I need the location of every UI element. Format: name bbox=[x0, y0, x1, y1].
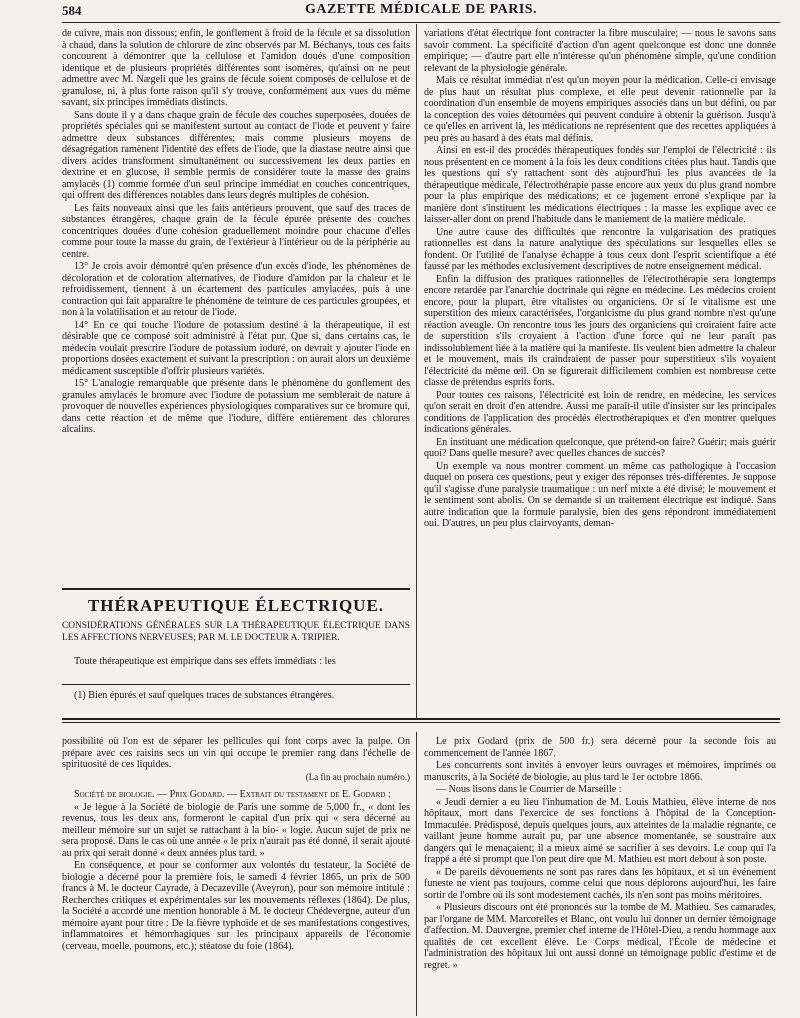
paragraph: Enfin la diffusion des pratiques rationnelles de l'électrothérapie sera longtemps encore retardée par l'anarchie doctrinale qui règne en médecine. Les médecins croient encore, pour la plupart, être vitalistes ou organiciens. Or si le vitalisme est une superstition des mieux caractérisées, l'organicisme du plus grand nombre n'est qu'une réaction aveugle. On rencontre tous les jours des organiciens qui croiraient faire acte de superstition s'ils croyaient à l'action d'une force qui ne leur paraît pas indissolublement liée à la matière qui la manifeste. Ils veulent bien admettre la chaleur et le mouvement, mais ils craindraient de passer pour superstitieux s'ils voyaient l'électricité du même œil. On se figurerait difficilement combien est nombreuse cette classe de prétendus esprits forts. bbox=[424, 273, 776, 388]
bottom-right-column bbox=[424, 736, 776, 1012]
paragraph: Le prix Godard (prix de 500 fr.) sera décerné pour la seconde fois au commencement de l'année 1867. bbox=[424, 736, 776, 759]
paragraph: de cuivre, mais non dissous; enfin, le gonflement à froid de la fécule et sa dissolution à chaud, dans la solution de chlorure de zinc observés par M. Béchanys, tous ces faits concourent à démontrer que la cellulose et l'amidon doués d'une composition identique et de plusieurs propriétés différentes sont isomères, qu'ainsi on ne peut admettre avec M. Nægeli que les grains de fécule soient composés de cellulose et de granulose, ni, à plus forte raison qu'il s'y trouve, conformément aux vues du même savant, six principes immédiats distincts. bbox=[62, 28, 410, 108]
paragraph: Les faits nouveaux ainsi que les faits antérieurs prouvent, que sauf des traces de substances étrangères, chaque grain de la fécule épurée présente des couches concentriques douées d'une cohésion graduellement moindre pour chacune d'elles comme pour toute la masse du grain, de l'extérieur à l'intérieur ou de la périphérie au centre. bbox=[62, 202, 410, 260]
paragraph: 15° L'analogie remarquable que présente dans le phénomène du gonflement des granules amylacés le bromure avec l'iodure de potassium me semblerait de nature à provoquer de nouvelles expériences physiologiques comparatives sur ce bromure qui, dans cette réaction et de même que l'iodure, diffère entièrement des chlorures alcalins. bbox=[62, 378, 410, 435]
feuilleton-rule bbox=[62, 718, 780, 720]
footnote: (1) Bien épurés et sauf quelques traces de substances étrangères. bbox=[74, 690, 335, 701]
paragraph: « Je lègue à la Société de biologie de Paris une somme de 5,000 fr., « dont les revenus, tous les deux ans, formeront le capital d'un prix qui « sera décerné au meilleur mémoire sur un sujet se rattachant à la bio- « logie. Aucun sujet de prix ne sera proposé. Dans le cas où une année « le prix n'aurait pas été donné, il serait ajouté au prix qui serait donné « deux années plus tard. » bbox=[62, 801, 410, 859]
paragraph: Une autre cause des difficultés que rencontre la vulgarisation des pratiques rationnelles est dans la nature analytique des spéculations sur lesquelles elles se fondent. Or l'utilité de l'analyse échappe à tous ceux dont l'esprit scientifique a été faussé par les méthodes exclusivement descriptives de notre enseignement médical. bbox=[424, 226, 776, 272]
paragraph: — Nous lisons dans le Courrier de Marseille : bbox=[436, 784, 622, 795]
paragraph: possibilité où l'on est de séparer les pellicules qui font corps avec la pulpe. On prépare avec ces raisins secs un vin qui occupe le premier rang dans l'échelle de spirituosité de ces liquides. bbox=[62, 736, 410, 770]
footnote-rule bbox=[62, 684, 410, 685]
paragraph: Pour toutes ces raisons, l'électricité est loin de rendre, en médecine, les services qu'on serait en droit d'en attendre. Aussi me paraît-il utile d'insister sur les principales conditions de l'application des procédés électrothérapiques et d'en montrer quelques indications générales. bbox=[424, 389, 776, 435]
society-heading: Société de biologie. — Prix Godard. — Extrait du testament de E. Godard : bbox=[74, 789, 391, 800]
continuation-note: (La fin au prochain numéro.) bbox=[305, 771, 410, 782]
feuilleton-rule-thin bbox=[62, 722, 780, 723]
paragraph: « Plusieurs discours ont été prononcés sur la tombe de M. Mathieu. Ses camarades, par l'organe de MM. Marcorelles et Blanc, ont voulu lui donner un dernier témoignage d'affection. M. Dauvergne, premier chef interne de l'Hôtel-Dieu, a rendu hommage aux qualités de cet excellent élève. Le Corps médical, l'École de médecine et l'administration des hôpitaux lui ont aussi donné un témoignage public d'estime et de regret. » bbox=[424, 902, 776, 971]
column-divider-bottom bbox=[416, 732, 417, 1016]
paragraph: « Jeudi dernier a eu lieu l'inhumation de M. Louis Mathieu, élève interne de nos hôpitaux, mort dans l'exercice de ses fonctions à l'hôpital de la Conception-Immaculée. Prédisposé, depuis quelques jours, aux atteintes de la maladie régnante, ce vaillant jeune homme aurait pu, par une absence momentanée, se soustraire aux dangers qui le menaçaient; il a mieux aimé se sacrifier à ses devoirs. Le coup qui l'a frappé a été si prompt que l'on peut dire que M. Mathieu est mort debout à son poste. bbox=[424, 796, 776, 865]
section-title: THÉRAPEUTIQUE ÉLECTRIQUE. bbox=[87, 596, 385, 615]
paragraph: « De pareils dévouements ne sont pas rares dans les hôpitaux, et si un événement funeste ne vient pas toujours, comme celui que nous déplorons aujourd'hui, les faire sortir de l'ombre où ils sont modestement cachés, ils n'en sont pas moins méritoires. bbox=[424, 866, 776, 901]
paragraph: En instituant une médication quelconque, que prétend-on faire? Guérir; mais guérir quoi? Dans quelle mesure? avec quelles chances de succès? bbox=[424, 436, 776, 459]
paragraph: Les concurrents sont invités à envoyer leurs ouvrages et mémoires, imprimés ou manuscrits, à la Société de biologie, au plus tard le 1er octobre 1866. bbox=[424, 760, 776, 783]
section-intro: Toute thérapeutique est empirique dans ses effets immédiats : les bbox=[74, 656, 336, 667]
right-column bbox=[424, 28, 776, 714]
column-divider bbox=[416, 24, 417, 718]
paragraph: Sans doute il y a dans chaque grain de fécule des couches superposées, douées de propriétés spéciales qui se manifestent surtout au contact de l'iode et peuvent y faire admettre deux substances différentes; mais comme plusieurs moyens de désagrégation ramènent l'identité des effets de l'iode, que la diastase neutre ainsi que divers acides transforment simultanément ou successivement les deux parties en dextrine et en glucose, il semble permis de considérer toute la masse des grains amylacés (1) comme formée d'un seul principe immédiat en couches concentriques, qui offrent des différences notables dans leurs degrés multiples de cohésion. bbox=[62, 109, 410, 201]
paragraph: 13° Je crois avoir démontré qu'en présence d'un excès d'iode, les phénomènes de décoloration et de coloration alternatives, de l'iodure d'amidon par la chaleur et le refroidissement, tiennent à un écartement des particules amylacées, puis à une contraction qui fait apparaître le phénomène de teinture de ces particules groupées, et non à la volatilisation et au retour de l'iode. bbox=[62, 261, 410, 318]
section-subtitle: CONSIDÉRATIONS GÉNÉRALES SUR LA THÉRAPEUTIQUE ÉLECTRIQUE DANS LES AFFECTIONS NERVEUSES; PAR M. LE DOCTEUR A. TRIPIER. bbox=[62, 621, 410, 643]
bottom-left-column bbox=[62, 736, 410, 1012]
section-rule-top bbox=[62, 588, 410, 590]
page-number: 584 bbox=[62, 3, 82, 18]
paragraph: variations d'état électrique font contracter la fibre musculaire; — nous le savons sans savoir comment. La spécificité d'action d'un agent quelconque est donc une donnée empirique; — d'autre part elle n'intéresse qu'un phénomène simple, qu'une condition relevant de la physiologie générale. bbox=[424, 28, 776, 74]
page-header bbox=[62, 0, 780, 23]
paragraph: Un exemple va nous montrer comment un même cas pathologique à l'occasion duquel on posera ces questions, peut y exiger des réponses très-différentes. Je suppose qu'il s'agisse d'une paralysie traumatique : un nerf mixte a été divisé; le mouvement et le sentiment sont abolis. On se demande si un traitement électrique est indiqué. Sans autre indication que la formule paralysie, bien des gens répondront immédiatement oui. D'autres, un peu plus clairvoyants, deman- bbox=[424, 460, 776, 529]
paragraph: 14° En ce qui touche l'iodure de potassium destiné à la thérapeutique, il est désirable que ce composé soit administré à l'état pur. Que si, dans certains cas, le médecin voulait prescrire l'iodure de potassium ioduré, on devrait y ajouter l'iode en proportions dosées exactement et suivant la prescription : on aurait alors un deuxième médicament susceptible d'offrir plusieurs variétés. bbox=[62, 319, 410, 377]
paragraph: Mais ce résultat immédiat n'est qu'un moyen pour la médication. Celle-ci envisage de plus haut un résultat plus complexe, et elle peut devenir rationnelle par la coordination d'un ensemble de moyens empiriques associés dans un but défini, ou par la conception des voies détournées qui peuvent conduire à obtenir la guérison. Jusqu'à ce qu'elles en arrivent là, les médications ne représentent que des recettes appliquées à peu près au hasard à des états mal définis. bbox=[424, 75, 776, 144]
paragraph: En conséquence, et pour se conformer aux volontés du testateur, la Société de biologie a décerné pour la première fois, le samedi 4 février 1865, un prix de 500 francs à M. le docteur Cayrade, à Decazeville (Aveyron), pour son mémoire intitulé : Recherches critiques et expérimentales sur les mouvements réflexes (1864). De plus, la Société a accordé une mention honorable à M. le docteur Chédevergne, auteur d'un mémoire ayant pour titre : De la fièvre typhoïde et de ses manifestations congestives, inflammatoires et hémorrhagiques sur les principaux appareils de l'économie (cerveau, moelle, poumons, etc.); stéatose du foie (1864). bbox=[62, 860, 410, 952]
left-column bbox=[62, 28, 410, 588]
journal-title: GAZETTE MÉDICALE DE PARIS. bbox=[304, 2, 538, 17]
paragraph: Ainsi en est-il des procédés thérapeutiques fondés sur l'emploi de l'électricité : ils nous présentent en ce moment à la fois les deux conditions citées plus haut. Tandis que les questions qui s'y rattachent sont dès aujourd'hui les plus avancées de la thérapeutique médicale, l'électrothérapie passe encore aux yeux du plus grand nombre pour la plus empirique des médications; et ce jugement erroné s'explique par la manière dont s'instituent les médications électriques : la masse les explique avec ce laisser-aller dont on prend l'habitude dans le maniement de la matière médicale. bbox=[424, 145, 776, 225]
